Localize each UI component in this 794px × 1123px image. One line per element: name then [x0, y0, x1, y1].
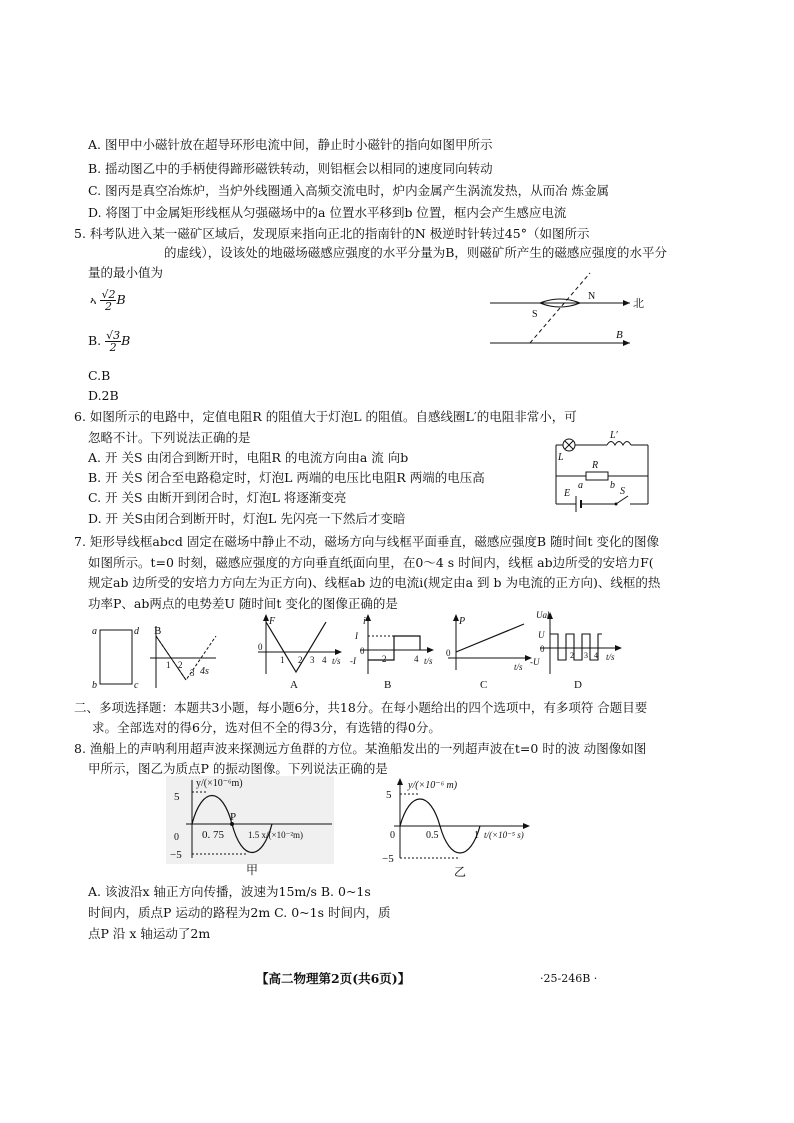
q6-option-a: A. 开 关S 由闭合到断开时，电阻R 的电流方向由a 流 向b	[88, 450, 409, 465]
q7-bt-tick-2: 2	[178, 660, 183, 670]
q8jia-axis-y: y/(×10⁻⁶m)	[196, 778, 243, 789]
q5-option-a-den: 2	[104, 300, 112, 313]
q7b-tick-4: 4	[414, 654, 419, 664]
q8jia-ghost-label: 1.5 x/(×10⁻²m)	[248, 830, 304, 840]
q7a-caption: A	[290, 679, 298, 691]
q8-stem-line1: 8. 渔船上的声呐利用超声波来探测远方鱼群的方位。某渔船发出的一列超声波在t=0 时的波 动图像如图	[74, 741, 647, 756]
q7d-caption: D	[574, 679, 582, 691]
q5-option-b-fraction	[105, 330, 121, 353]
q5-option-b-den: 2	[109, 341, 117, 354]
q7-graph-d	[530, 608, 626, 691]
q7b-tick-neg-i: -I	[350, 656, 356, 666]
q8-options-line3: 点P 沿 x 轴运动了2m	[88, 926, 211, 941]
q5-option-b-num: √3	[106, 329, 121, 342]
q6-stem-line2: 忽略不计。下列说法正确的是	[88, 430, 251, 445]
q5-compass-figure	[490, 265, 650, 355]
q6-option-c: C. 开 关S 由断开到闭合时，灯泡L 将逐渐变亮	[88, 490, 347, 505]
q8-options-line1: A. 该波沿x 轴正方向传播，波速为15m/s B. 0~1s	[88, 884, 371, 899]
q8yi-origin: 0	[390, 830, 395, 841]
section2-line2: 求。全部选对的得6分，选对但不全的得3分，有选错的得0分。	[92, 720, 441, 735]
q7d-tick-u: U	[538, 630, 545, 640]
q7a-axis-f: F	[269, 616, 276, 627]
footer-page-info: 【高二物理第2页(共6页)】	[256, 971, 411, 986]
q7a-tick-1: 1	[280, 655, 285, 665]
q7-stem-line4: 功率P、ab两点的电势差U 随时间t 变化的图像正确的是	[88, 596, 398, 611]
q7c-caption: C	[480, 679, 488, 691]
q8jia-label-p: P	[230, 811, 237, 823]
q8-figure-yi	[368, 778, 538, 878]
q8yi-axis-y: y/(×10⁻⁶ m)	[408, 780, 458, 791]
q6-label-s: S	[620, 486, 625, 497]
q7-graph-b	[350, 614, 442, 690]
q7a-origin: 0	[258, 642, 263, 652]
q5-label-n: N	[588, 291, 596, 302]
q7-graph-a	[256, 614, 348, 690]
q7a-tick-3: 3	[310, 655, 315, 665]
q8jia-origin: 0	[174, 832, 179, 843]
q8yi-axis-t: t/(×10⁻⁵ s)	[484, 830, 524, 840]
q5-label-north: 北	[633, 298, 644, 310]
q7b-tick-2: 2	[382, 654, 387, 664]
q4-option-c: C. 图丙是真空冶炼炉，当炉外线圈通入高频交流电时，炉内金属产生涡流发热，从而冶 炼金属	[88, 183, 610, 198]
q7-label-d: d	[134, 626, 139, 637]
q8-options-line2: 时间内，质点P 运动的路程为2m C. 0~1s 时间内，质	[88, 905, 391, 920]
q7d-tick-3: 3	[584, 651, 588, 660]
q7-b-t-graph	[146, 622, 226, 692]
q5-option-a-num: √2	[101, 288, 116, 301]
q7d-origin: 0	[540, 644, 545, 654]
q7b-caption: B	[384, 679, 392, 691]
q7a-tick-4: 4	[322, 655, 327, 665]
q7-stem-line3: 规定ab 边所受的安培力方向左为正方向)、线框ab 边的电流i(规定由a 到 b 为电流的正方向)、线框的热	[88, 575, 661, 590]
q7d-axis-uab: Uab	[536, 610, 552, 620]
q7c-origin: 0	[446, 648, 451, 658]
q7-label-b: b	[92, 680, 97, 691]
q7-bt-tick-4s: 4s	[200, 666, 209, 677]
q7-bt-tick-3: 3	[190, 668, 195, 678]
q5-stem-line1: 5. 科考队进入某一磁矿区域后，发现原来指向正北的指南针的N 极逆时针转过45°（如图所示	[74, 226, 590, 241]
q7b-axis-i: i	[363, 616, 366, 627]
q5-option-a-fraction	[100, 289, 116, 312]
q8yi-tick-5: 5	[386, 789, 392, 801]
q7d-tick-neg-u: -U	[530, 657, 540, 667]
q7-stem-line2: 如图所示。t=0 时刻，磁感应强度的方向垂直纸面向里，在0～4 s 时间内，线框 ab边所受的安培力F(	[88, 555, 654, 570]
q6-label-lprime: L′	[610, 430, 618, 441]
q6-circuit-figure	[552, 432, 662, 512]
q7-bt-label-b: B	[154, 625, 162, 637]
q7c-axis-t: t/s	[514, 662, 523, 672]
q6-label-a: a	[578, 480, 583, 491]
q8yi-caption: 乙	[454, 865, 467, 879]
q5-option-d: D.2B	[88, 388, 119, 403]
q7-graph-c	[444, 614, 536, 690]
q7b-axis-t: t/s	[424, 656, 433, 666]
q7-label-c: c	[134, 680, 139, 691]
q8-figure-jia	[166, 776, 336, 876]
q5-option-c: C.B	[88, 368, 111, 383]
q7-bt-tick-1: 1	[166, 660, 171, 670]
q8yi-tick-05: 0.5	[426, 830, 439, 841]
q5-label-s: S	[532, 309, 538, 320]
q8-stem-line2: 甲所示，图乙为质点P 的振动图像。下列说法正确的是	[88, 761, 388, 776]
q6-stem-line1: 6. 如图所示的电路中，定值电阻R 的阻值大于灯泡L 的阻值。自感线圈L′的电阻非常小，可	[74, 409, 577, 424]
q7-label-a: a	[92, 626, 97, 637]
q7-stem-line1: 7. 矩形导线框abcd 固定在磁场中静止不动，磁场方向与线框平面垂直，磁感应强度B 随时间t 变化的图像	[74, 534, 659, 549]
q7-frame-abcd	[92, 622, 140, 692]
q8jia-tick-5: 5	[174, 791, 180, 803]
q7b-tick-i: I	[355, 631, 358, 641]
q7a-axis-t: t/s	[332, 656, 341, 666]
q6-label-r: R	[592, 460, 599, 471]
q5-label-b: B	[616, 329, 623, 341]
q8yi-tick-1: 1	[474, 830, 479, 841]
q4-option-a: A. 图甲中小磁针放在超导环形电流中间，静止时小磁针的指向如图甲所示	[88, 137, 493, 152]
q4-option-b: B. 摇动图乙中的手柄使得蹄形磁铁转动，则铝框会以相同的速度同向转动	[88, 161, 493, 176]
q4-option-d: D. 将图丁中金属矩形线框从匀强磁场中的a 位置水平移到b 位置，框内会产生感应电流	[88, 205, 567, 220]
q5-option-a-mark: ኣ	[90, 294, 97, 307]
q8jia-tick-075: 0. 75	[202, 829, 224, 841]
q8yi-tick-neg5: −5	[382, 853, 394, 865]
footer-code: ·25-246B ·	[540, 972, 598, 985]
q7a-tick-2: 2	[298, 655, 303, 665]
q8jia-tick-neg5: −5	[170, 849, 182, 861]
q5-option-a: ኣ $\frac{√2}{2}$ B	[90, 288, 126, 313]
q5-option-b-label: B.	[88, 333, 102, 348]
q7d-tick-2: 2	[570, 651, 574, 660]
q6-label-b: b	[610, 480, 615, 491]
q8jia-caption: 甲	[246, 863, 259, 877]
q6-option-b: B. 开 关S 闭合至电路稳定时，灯泡L 两端的电压比电阻R 两端的电压高	[88, 470, 485, 485]
q6-label-l: L	[558, 452, 564, 463]
q7c-axis-p: P	[459, 616, 466, 627]
section2-line1: 二、多项选择题：本题共3小题，每小题6分，共18分。在每小题给出的四个选项中，有多项符 合题目要	[74, 700, 648, 715]
q7d-axis-t: t/s	[606, 652, 615, 662]
q6-option-d: D. 开 关S由闭合到断开时，灯泡L 先闪亮一下然后才变暗	[88, 511, 406, 526]
q6-label-e: E	[564, 488, 571, 499]
q7d-tick-4: 4	[594, 651, 598, 660]
q5-option-b: B. $\frac{√3}{2}$ B	[88, 329, 131, 354]
q5-stem-line2: 的虚线），设该处的地磁场磁感应强度的水平分量为B，则磁矿所产生的磁感应强度的水平分	[164, 245, 667, 260]
q7b-origin: 0	[360, 646, 365, 656]
q5-stem-line3: 量的最小值为	[88, 265, 164, 280]
